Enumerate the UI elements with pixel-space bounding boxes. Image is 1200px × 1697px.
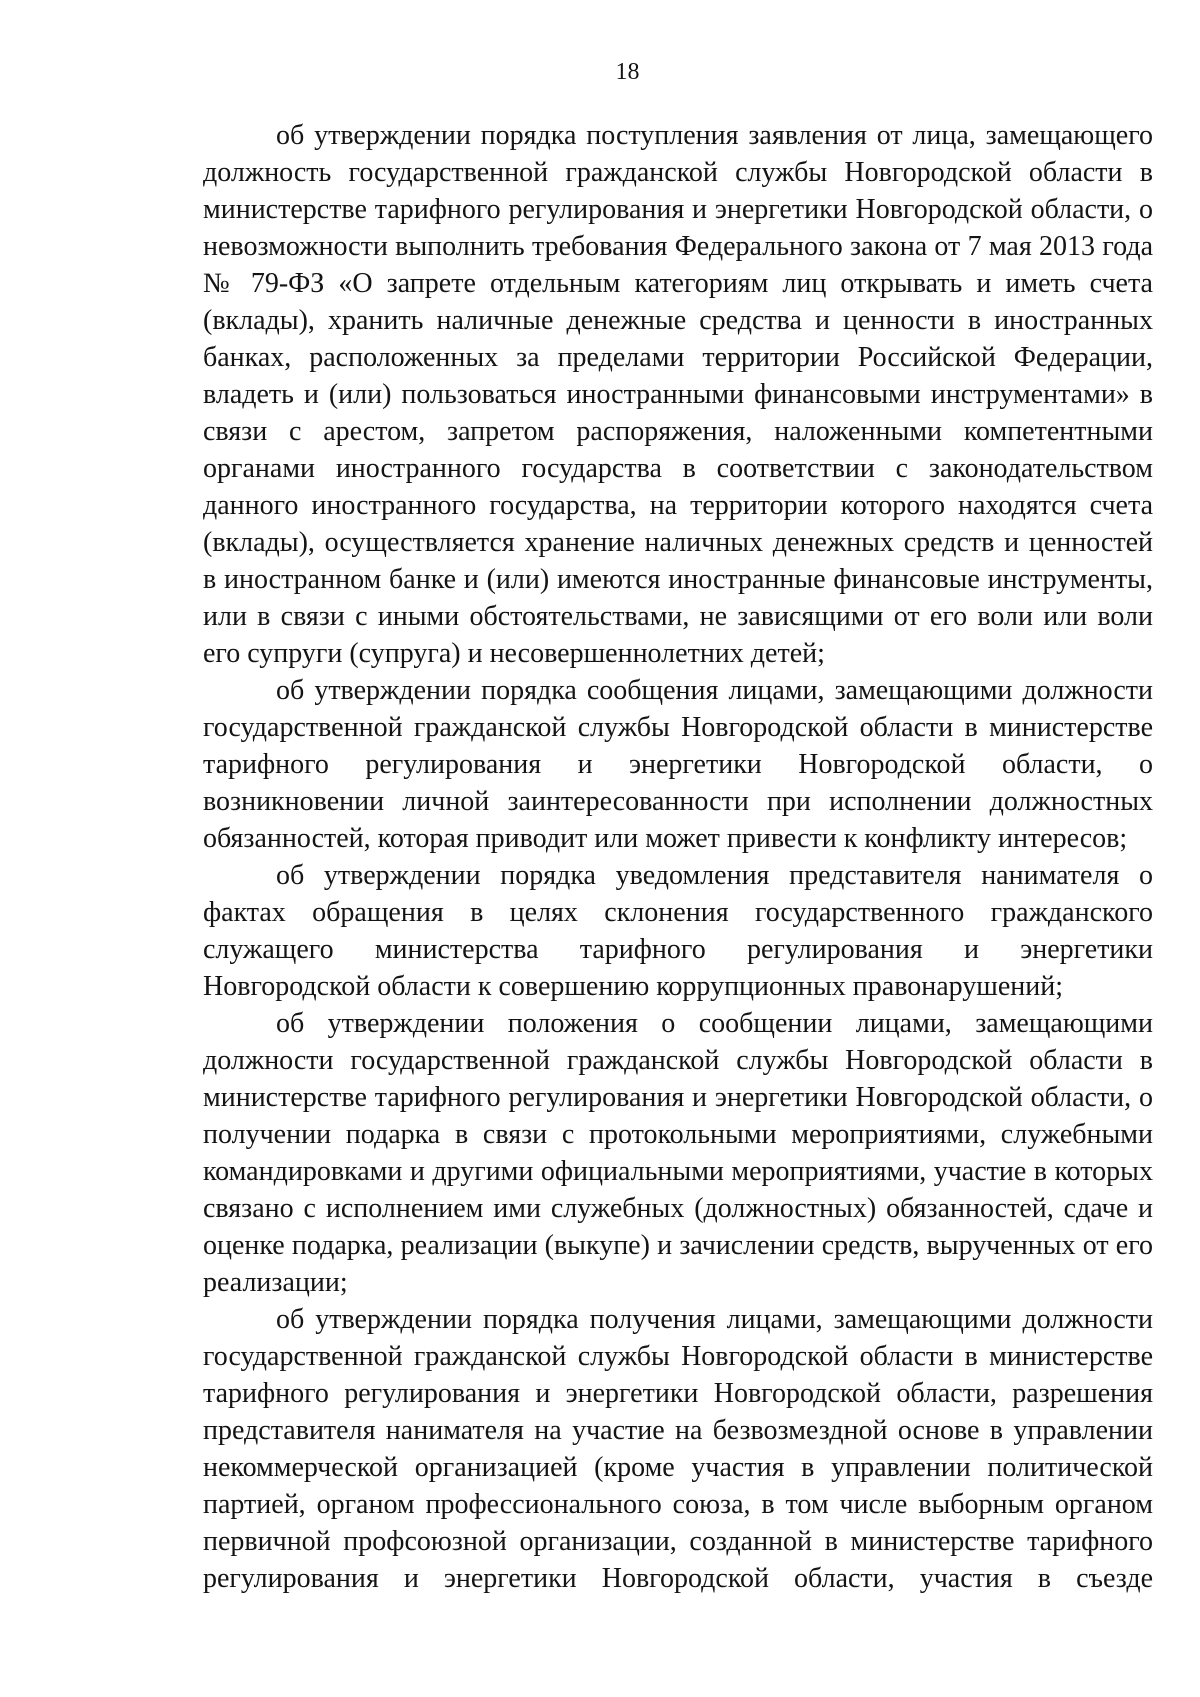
paragraph-gift-reporting-regulation: об утверждении положения о сообщении лицами, замещающими должности государственной гражданской службы Новгородской области в министерстве тарифного регулирования и энергетики Новгородской области, о получении подарка в связи с протокольными мероприятиями, служебными командировками и другими официальными мероприятиями, участие в которых связано с исполнением ими служебных (должностных) обязанностей, сдаче и оценке подарка, реализации (выкупе) и зачислении средств, вырученных от его реализации; (203, 1008, 1153, 1298)
paragraph-conflict-of-interest-procedure: об утверждении порядка сообщения лицами, замещающими должности государственной гражданской службы Новгородской области в министерстве тарифного регулирования и энергетики Новгородской области, о возникновении личной заинтересованности при исполнении должностных обязанностей, которая приводит или может привести к конфликту интересов; (203, 675, 1153, 854)
page-number: 18 (615, 59, 640, 85)
paragraph-nonprofit-management-permission: об утверждении порядка получения лицами, замещающими должности государственной гражданской службы Новгородской области в министерстве тарифного регулирования и энергетики Новгородской области, разрешения представителя нанимателя на участие на безвозмездной основе в управлении некоммерческой организацией (кроме участия в управлении политической партией, органом профессионального союза, в том числе выборным органом первичной профсоюзной организации, созданной в министерстве тарифного регулирования и энергетики Новгородской области, участия в съезде (203, 1304, 1153, 1594)
paragraph-statement-receipt-procedure: об утверждении порядка поступления заявления от лица, замещающего должность государственной гражданской службы Новгородской области в министерстве тарифного регулирования и энергетики Новгородской области, о невозможности выполнить требования Федерального закона от 7 мая 2013 года № 79-ФЗ «О запрете отдельным категориям лиц открывать и иметь счета (вклады), хранить наличные денежные средства и ценности в иностранных банках, расположенных за пределами территории Российской Федерации, владеть и (или) пользоваться иностранными финансовыми инструментами» в связи с арестом, запретом распоряжения, наложенными компетентными органами иностранного государства в соответствии с законодательством данного иностранного государства, на территории которого находятся счета (вклады), осуществляется хранение наличных денежных средств и ценностей в иностранном банке и (или) имеются иностранные финансовые инструменты, или в связи с иными обстоятельствами, не зависящими от его воли или воли его супруги (супруга) и несовершеннолетних детей; (203, 120, 1153, 669)
paragraph-corruption-notification-procedure: об утверждении порядка уведомления представителя нанимателя о фактах обращения в целях склонения государственного гражданского служащего министерства тарифного регулирования и энергетики Новгородской области к совершению коррупционных правонарушений; (203, 860, 1153, 1002)
document-body (203, 117, 1153, 1597)
